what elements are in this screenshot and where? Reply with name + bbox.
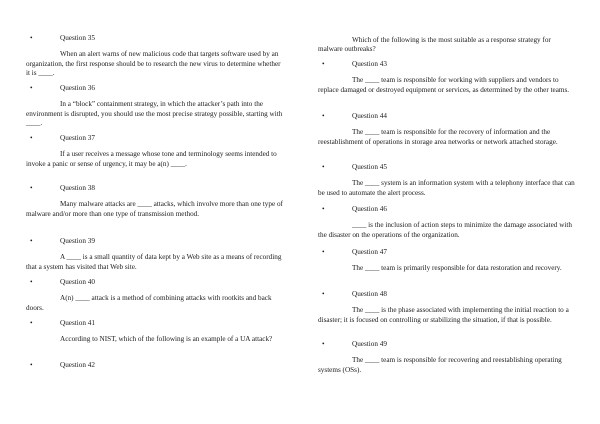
bullet: • <box>322 112 325 120</box>
bullet: • <box>322 163 325 171</box>
question-item <box>26 34 284 79</box>
question-item <box>318 340 576 375</box>
question-label: Question 41 <box>60 319 95 327</box>
bullet: • <box>30 361 33 369</box>
question-item <box>26 319 284 345</box>
bullet: • <box>30 184 33 192</box>
question-item <box>26 84 284 129</box>
bullet: • <box>30 84 33 92</box>
question-label: Question 48 <box>352 290 387 298</box>
question-label: Question 40 <box>60 278 95 286</box>
question-text: When an alert warns of new malicious code that targets software used by an organization, the first response should be to research the new virus to determine whether it is ____. <box>26 50 281 78</box>
question-item <box>318 163 576 198</box>
question-text: ____ is the inclusion of action steps to minimize the damage associated with the disaster on the operations of the organization. <box>318 221 572 239</box>
question-item <box>26 134 284 169</box>
question-text: A(n) ____ attack is a method of combining attacks with rootkits and back doors. <box>26 294 272 312</box>
question-item <box>26 361 284 370</box>
question-text: The ____ team is primarily responsible for data restoration and recovery. <box>352 264 562 273</box>
question-label: Question 38 <box>60 184 95 192</box>
bullet: • <box>30 237 33 245</box>
question-text: Many malware attacks are ____ attacks, which involve more than one type of malware and/or more than one type of transmission method. <box>26 200 283 218</box>
question-label: Question 45 <box>352 163 387 171</box>
question-label: Question 42 <box>60 361 95 369</box>
question-label: Question 37 <box>60 134 95 142</box>
question-item <box>26 237 284 272</box>
question-label: Question 47 <box>352 248 387 256</box>
question-text: In a “block” containment strategy, in which the attacker’s path into the environment is disrupted, you should use the most precise strategy possible, starting with ____. <box>26 100 283 128</box>
bullet: • <box>322 205 325 213</box>
question-item <box>26 184 284 219</box>
continued-question-text: Which of the following is the most suitable as a response strategy for malware outbreaks? <box>318 36 551 54</box>
question-label: Question 46 <box>352 205 387 213</box>
question-label: Question 49 <box>352 340 387 348</box>
question-text: The ____ team is responsible for recovering and reestablishing operating systems (OSs). <box>318 356 562 374</box>
question-text: If a user receives a message whose tone and terminology seems intended to invoke a panic or sense of urgency, it may be a(n) ____. <box>26 150 277 168</box>
question-item <box>318 248 576 274</box>
question-text: The ____ team is responsible for working with suppliers and vendors to replace damaged or destroyed equipment or services, as determined by the other teams. <box>318 76 570 94</box>
question-text: The ____ system is an information system with a telephony interface that can be used to automate the alert process. <box>318 179 575 197</box>
question-text: A ____ is a small quantity of data kept by a Web site as a means of recording that a system has visited that Web site. <box>26 253 282 271</box>
bullet: • <box>322 60 325 68</box>
question-label: Question 36 <box>60 84 95 92</box>
bullet: • <box>30 34 33 42</box>
question-label: Question 39 <box>60 237 95 245</box>
bullet: • <box>30 319 33 327</box>
question-label: Question 35 <box>60 34 95 42</box>
question-text: The ____ team is responsible for the recovery of information and the reestablishment of operations in storage area networks or network attached storage. <box>318 128 558 146</box>
question-item <box>318 205 576 240</box>
question-text: According to NIST, which of the following is an example of a UA attack? <box>60 335 273 344</box>
question-label: Question 44 <box>352 112 387 120</box>
bullet: • <box>30 134 33 142</box>
question-item <box>318 112 576 147</box>
bullet: • <box>30 278 33 286</box>
bullet: • <box>322 340 325 348</box>
bullet: • <box>322 248 325 256</box>
question-item <box>318 60 576 95</box>
question-item <box>26 278 284 313</box>
question-item <box>318 290 576 325</box>
question-text: The ____ is the phase associated with implementing the initial reaction to a disaster; it is focused on controlling or stabilizing the situation, if that is possible. <box>318 306 569 324</box>
question-label: Question 43 <box>352 60 387 68</box>
bullet: • <box>322 290 325 298</box>
